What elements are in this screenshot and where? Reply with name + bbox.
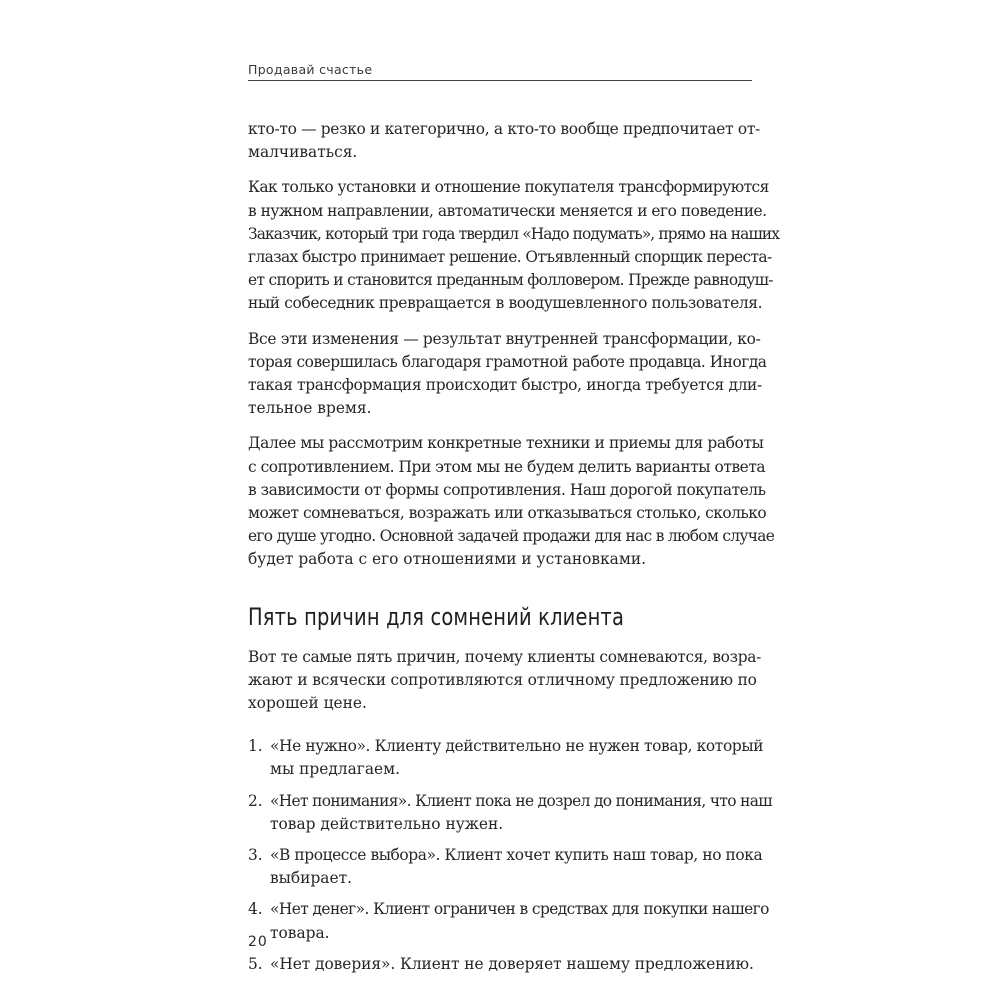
page-number: 20 [248,934,268,950]
section-heading: Пять причин для сомнений клиента [248,602,625,631]
section-intro [248,646,761,716]
list-number: 2. [248,791,263,810]
text-line: ет спорить и становится преданным фолловером. Прежде равнодуш- [248,271,773,290]
header-rule [248,80,752,81]
text-line: тельное время. [248,399,372,418]
text-line: глазах быстро принимает решение. Отъявленный спорщик переста- [248,248,772,267]
list-number: 4. [248,900,263,919]
list-number: 3. [248,846,263,865]
list-number: 5. [248,954,263,973]
text-line: «В процессе выбора». Клиент хочет купить наш товар, но пока [270,846,763,865]
list-item [248,790,772,836]
page-body [248,118,780,984]
text-line: выбирает. [270,869,352,888]
text-line: Далее мы рассмотрим конкретные техники и приемы для работы [248,434,764,453]
paragraph [248,432,775,571]
paragraph [248,176,780,315]
list-item [248,735,764,781]
text-line: жают и всячески сопротивляются отличному предложению по [248,670,757,689]
text-line: Заказчик, который три года твердил «Надо подумать», прямо на наших [248,224,780,243]
text-line: может сомневаться, возражать или отказываться столько, сколько [248,504,767,523]
text-line: кто-то — резко и категорично, а кто-то вообще предпочитает от- [248,120,760,138]
text-line: товара. [270,923,330,942]
list-item [248,953,752,976]
list-item [248,898,769,944]
running-header: Продавай счастье [248,62,373,77]
text-line: хорошей цене. [248,694,367,713]
text-line: Как только установки и отношение покупателя трансформируются [248,178,769,197]
paragraph [248,328,767,421]
text-line: малчиваться. [248,143,358,162]
text-line: «Нет понимания». Клиент пока не дозрел до понимания, что наш [270,791,772,810]
text-line: Вот те самые пять причин, почему клиенты сомневаются, возра- [248,647,761,666]
text-line: мы предлагаем. [270,760,400,779]
text-line: Все эти изменения — результат внутренней трансформации, ко- [248,329,761,348]
text-line: «Нет денег». Клиент ограничен в средствах для покупки нашего [270,900,769,919]
list-item [248,844,763,890]
text-line: «Нет доверия». Клиент не доверяет нашему предложению. [270,954,754,973]
text-line: торая совершилась благодаря грамотной работе продавца. Иногда [248,352,767,371]
text-line: товар действительно нужен. [270,814,504,833]
text-line: его душе угодно. Основной задачей продажи для нас в любом случае [248,527,775,546]
text-line: будет работа с его отношениями и установками. [248,550,646,569]
paragraph [248,118,760,164]
text-line: «Не нужно». Клиенту действительно не нужен товар, который [270,737,764,756]
reasons-list [248,735,772,976]
text-line: такая трансформация происходит быстро, иногда требуется дли- [248,376,762,395]
list-number: 1. [248,737,263,756]
text-line: с сопротивлением. При этом мы не будем делить варианты ответа [248,457,766,476]
text-line: ный собеседник превращается в воодушевленного пользователя. [248,294,763,313]
text-line: в зависимости от формы сопротивления. Наш дорогой покупатель [248,480,766,499]
text-line: в нужном направлении, автоматически меняется и его поведение. [248,201,767,220]
